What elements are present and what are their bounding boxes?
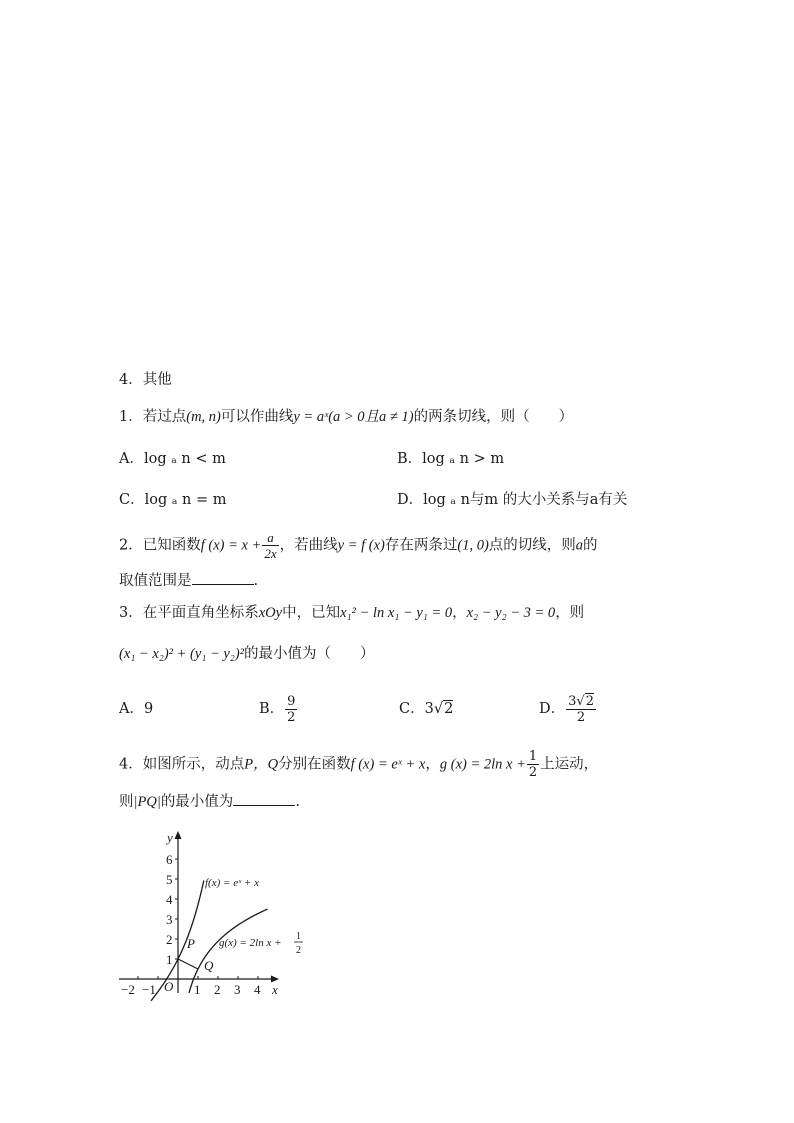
q1-suffix: 的两条切线，则（ ）	[413, 409, 574, 425]
q3-system: xOy	[258, 605, 283, 621]
y-tick-label-5: 5	[166, 872, 173, 887]
q2-fraction	[262, 530, 278, 561]
q3-option-b-frac	[285, 694, 297, 725]
q3-option-d-label: D．	[539, 701, 566, 717]
y-tick-label-6: 6	[166, 852, 173, 867]
q4-prefix: 4．如图所示，动点	[119, 756, 245, 773]
q1-stem	[119, 407, 573, 427]
q4-graph	[117, 828, 307, 1003]
q3-option-b-label: B．	[259, 701, 285, 717]
q4-mid: 分别在函数	[278, 756, 351, 773]
y-tick-label-4: 4	[166, 892, 173, 907]
q2-end: .	[253, 573, 259, 589]
q4-line2-prefix: 则	[119, 794, 134, 810]
q2-mid: ，若曲线	[279, 537, 338, 554]
q4-f: f (x) = eˣ + x	[350, 756, 426, 773]
q2-stem	[119, 530, 598, 561]
q3-option-c[interactable]: C．3√2	[399, 701, 454, 717]
y-axis-arrow-icon	[175, 831, 182, 839]
q3-option-d[interactable]	[539, 689, 597, 729]
q4-g-den: 2	[528, 765, 538, 780]
q3-expr: (x₁ − x₂)² + (y₁ − y₂)²	[119, 646, 245, 662]
q3-option-b[interactable]	[259, 689, 298, 729]
q3-stem	[119, 603, 584, 623]
g-label-den: 2	[296, 945, 301, 956]
q4-end: .	[295, 794, 300, 810]
q3-option-b-den: 2	[287, 709, 296, 725]
x-tick-label-1: 1	[194, 982, 201, 997]
q1-curve: y = aˣ(a > 0且a ≠ 1)	[293, 409, 414, 425]
f-label: f(x) = eˣ + x	[205, 877, 259, 889]
q4-pq: |PQ|	[133, 794, 161, 810]
q3-prefix: 3．在平面直角坐标系	[119, 605, 259, 621]
q2-func: f (x) = x +	[200, 537, 262, 554]
q3-option-d-num: 3√2	[568, 693, 594, 709]
curve-g	[189, 909, 268, 993]
q4-g-num: 1	[528, 749, 538, 764]
segment-pq	[178, 959, 198, 969]
q3-option-d-root: 2	[585, 693, 594, 709]
q4-suffix: 上运动，	[540, 756, 599, 773]
x-tick-label-3: 3	[234, 982, 241, 997]
q3-option-c-label: C．	[399, 701, 425, 717]
g-label-num: 1	[296, 931, 301, 942]
q2-curve: y = f (x)	[337, 537, 385, 554]
q3-option-d-den: 2	[576, 709, 586, 725]
q2-answer-blank[interactable]	[192, 570, 254, 585]
q4-comma: ，	[425, 756, 440, 773]
y-axis-label: y	[167, 830, 173, 845]
q4-points: P，Q	[244, 756, 279, 773]
x-axis-label: x	[272, 982, 278, 997]
section-title: 4．其他	[119, 372, 172, 388]
x-tick-label-neg2: −2	[121, 982, 135, 997]
q3-option-c-coef: 3	[424, 701, 434, 717]
q1-option-c[interactable]: C．log ₐ n = m	[119, 492, 227, 508]
origin-label: O	[164, 979, 174, 994]
q4-stem	[119, 749, 598, 780]
q3-option-b-num: 9	[287, 693, 296, 709]
y-tick-label-1: 1	[166, 952, 173, 967]
q3-eq1: x₁² − ln x₁ − y₁ = 0	[340, 605, 453, 621]
q3-line2	[119, 644, 375, 664]
y-tick-label-3: 3	[166, 912, 173, 927]
q3-mid: 中，已知	[282, 605, 341, 621]
q1-option-d[interactable]: D．log ₐ n与m 的大小关系与a有关	[397, 492, 628, 508]
q4-line2	[119, 791, 300, 812]
q2-frac-num: a	[262, 530, 278, 546]
point-p-label: P	[187, 936, 195, 951]
q3-comma: ，	[452, 605, 467, 621]
q3-tail: ，则	[555, 605, 585, 621]
q1-option-a[interactable]: A．log ₐ n < m	[119, 451, 226, 467]
q2-suffix: 存在两条过	[384, 537, 458, 554]
q2-tail2: 的	[583, 537, 598, 554]
q3-option-d-coef: 3	[568, 693, 577, 709]
q4-answer-blank[interactable]	[233, 791, 295, 806]
y-tick-label-2: 2	[166, 932, 173, 947]
q3-eq2: x₂ − y₂ − 3 = 0	[466, 605, 556, 621]
q2-var: a	[575, 537, 584, 554]
q1-mid: 可以作曲线	[220, 409, 294, 425]
x-tick-label-neg1: −1	[142, 982, 156, 997]
q4-g-frac	[527, 749, 539, 780]
q2-point: (1, 0)	[457, 537, 489, 554]
q4-g: g (x) = 2ln x +	[439, 756, 526, 773]
q3-option-d-frac	[566, 694, 596, 725]
g-label: g(x) = 2ln x +	[219, 937, 282, 949]
x-tick-label-4: 4	[254, 982, 261, 997]
x-tick-label-2: 2	[214, 982, 221, 997]
q2-tail: 点的切线，则	[488, 537, 576, 554]
q3-option-c-root: 2	[444, 701, 454, 717]
q2-line2	[119, 570, 258, 591]
q4-line2-suffix: 的最小值为	[160, 794, 234, 810]
q1-point: (m, n)	[186, 409, 221, 425]
q1-option-b[interactable]: B．log ₐ n > m	[397, 451, 505, 467]
q3-option-a[interactable]: A．9	[119, 701, 154, 717]
point-q-label: Q	[204, 958, 214, 973]
q2-line2-text: 取值范围是	[119, 573, 192, 589]
q3-expr-suffix: 的最小值为（ ）	[244, 646, 375, 662]
q2-prefix: 2．已知函数	[119, 537, 201, 554]
q2-frac-den: 2x	[264, 546, 277, 561]
q1-prefix: 1．若过点	[119, 409, 187, 425]
